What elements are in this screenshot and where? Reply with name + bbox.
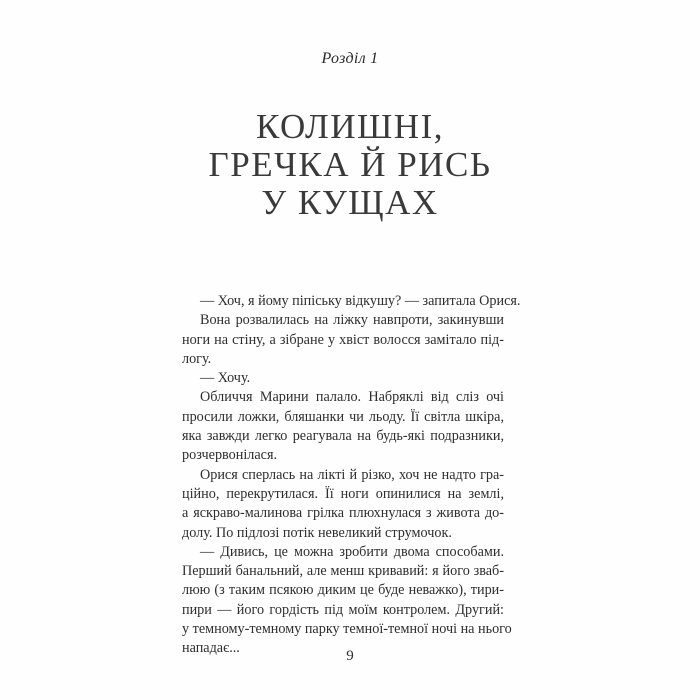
text-line: долу. По підлозі потік невеликий струмочок. [182,524,452,541]
text-line: у темному-темному парку темної-темної ночі на нього [182,621,512,638]
text-line: розчервонілася. [182,447,278,464]
text-line: Перший банальний, але менш кривавий: я його зваб- [182,563,504,580]
text-line: ційно, перекрутилася. Її ноги опинилися на землі, [182,485,504,502]
text-line: — Хоч, я йому піпіську відкушу? — запитала Орися. [200,293,521,309]
page-number: 9 [346,648,354,664]
text-line: ноги на стіну, а зібране у хвіст волосся замітало під- [182,331,504,348]
text-line: логу. [182,350,212,367]
text-line: — Хочу. [200,370,251,387]
text-line: нападає... [182,640,240,657]
text-line: — Дивись, це можна зробити двома способами. [200,543,504,560]
text-line: Орися сперлась на лікті й різко, хоч не надто гра- [200,466,504,483]
text-line: Обличчя Марини палало. Набряклі від сліз очі [200,389,504,406]
text-line: просили ложки, бляшанки чи льоду. Її світла шкіра, [182,408,504,425]
chapter-title [0,108,700,222]
text-line: Вона розвалилась на ліжку навпроти, закинувши [200,312,504,329]
chapter-title-line: У КУЩАХ [261,183,439,222]
chapter-title-line: ГРЕЧКА Й РИСЬ [208,145,492,184]
chapter-label: Розділ 1 [321,50,379,67]
text-line: люю (з таким псякою диким це буде неважко), тири- [182,582,504,599]
text-line: яка завжди легко реагувала на будь-які подразники, [182,428,504,445]
text-line: пири — його гордість під моїм контролем. Другий: [182,601,504,618]
body-text [182,292,521,659]
chapter-title-line: КОЛИШНІ, [255,107,444,146]
text-line: а яскраво-малинова грілка плюхнулася з живота до- [182,505,504,522]
